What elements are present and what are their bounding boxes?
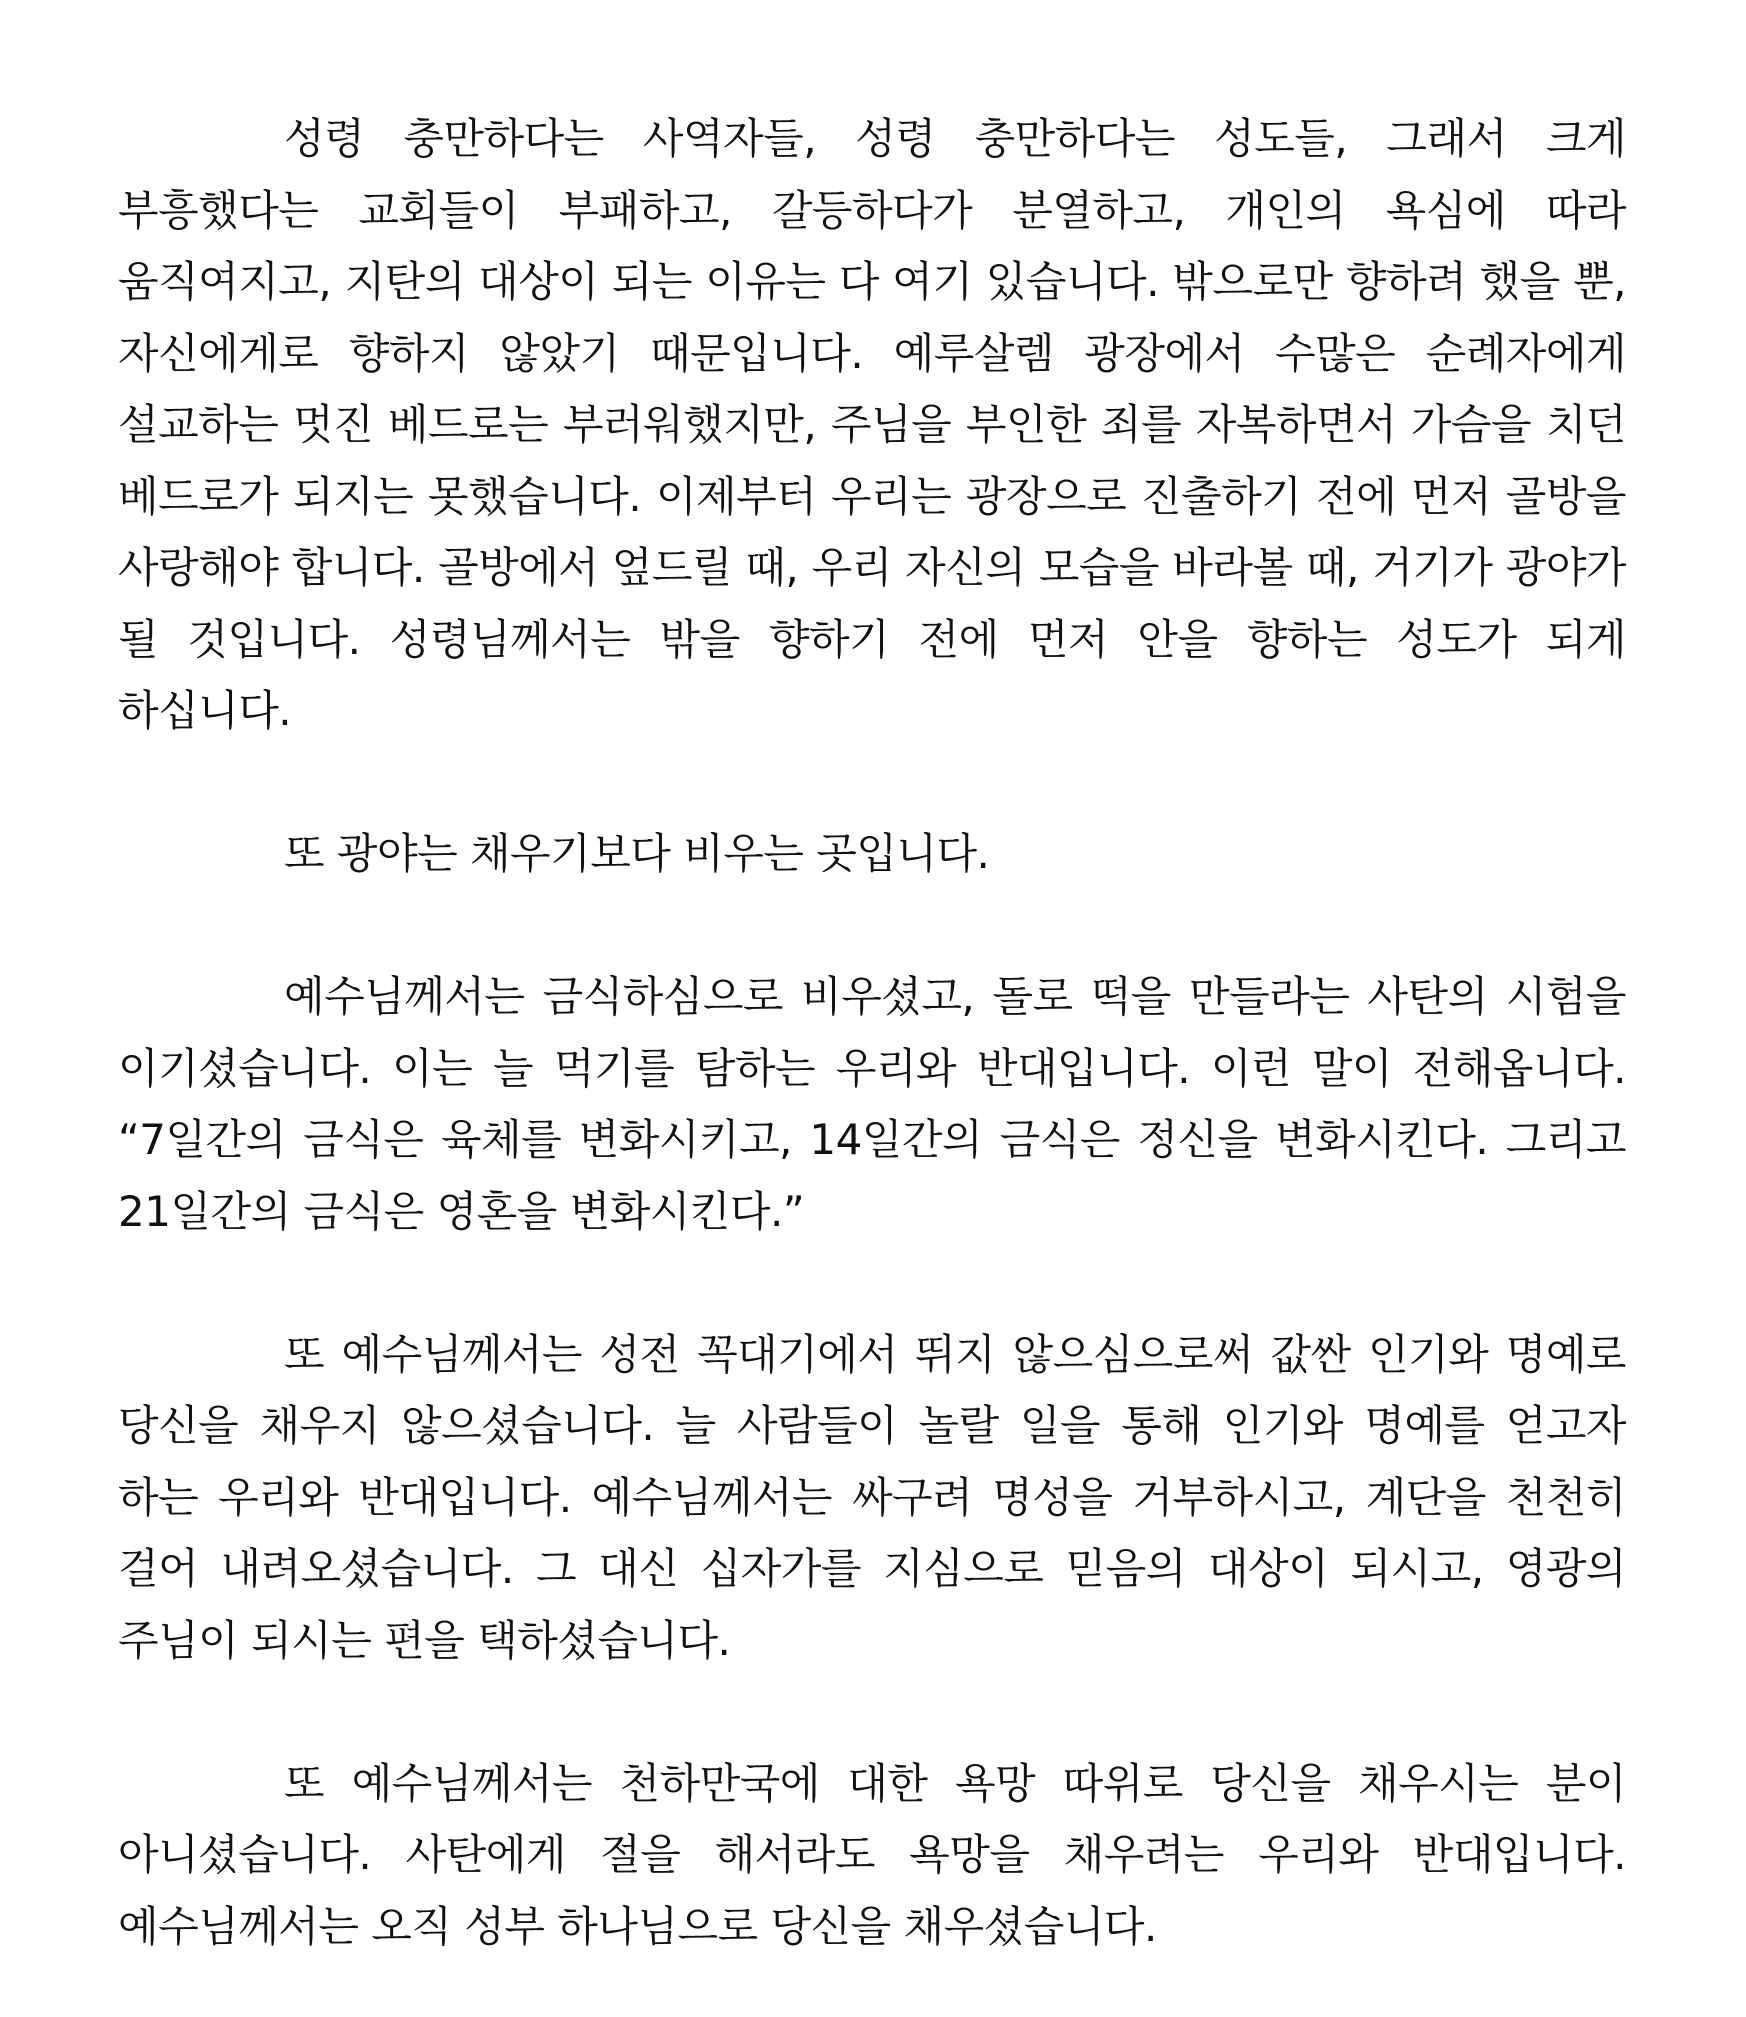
paragraph-spacer <box>118 890 1626 962</box>
paragraph-3: 예수님께서는 금식하심으로 비우셨고, 돌로 떡을 만들라는 사탄의 시험을 이기셨습니다. 이는 늘 먹기를 탐하는 우리와 반대입니다. 이런 말이 전해옵니다. “7일간의 금식은 육체를 변화시키고, 14일간의 금식은 정신을 변화시킨다. 그리고 21일간의 금식은 영혼을 변화시킨다.” <box>118 972 1626 1236</box>
paragraph-spacer <box>118 1247 1626 1319</box>
paragraph-4: 또 예수님께서는 성전 꼭대기에서 뛰지 않으심으로써 값싼 인기와 명예로 당신을 채우지 않으셨습니다. 늘 사람들이 놀랄 일을 통해 인기와 명예를 얻고자 하는 우리와 반대입니다. 예수님께서는 싸구려 명성을 거부하시고, 계단을 천천히 걸어 내려오셨습니다. 그 대신 십자가를 지심으로 믿음의 대상이 되시고, 영광의 주님이 되시는 편을 택하셨습니다. <box>118 1329 1626 1665</box>
paragraph-1: 성령 충만하다는 사역자들, 성령 충만하다는 성도들, 그래서 크게 부흥했다는 교회들이 부패하고, 갈등하다가 분열하고, 개인의 욕심에 따라 움직여지고, 지탄의 대상이 되는 이유는 다 여기 있습니다. 밖으로만 향하려 했을 뿐, 자신에게로 향하지 않았기 때문입니다. 예루살렘 광장에서 수많은 순례자에게 설교하는 멋진 베드로는 부러워했지만, 주님을 부인한 죄를 자복하면서 가슴을 치던 베드로가 되지는 못했습니다. 이제부터 우리는 광장으로 진출하기 전에 먼저 골방을 사랑해야 합니다. 골방에서 엎드릴 때, 우리 자신의 모습을 바라볼 때, 거기가 광야가 될 것입니다. 성령님께서는 밖을 향하기 전에 먼저 안을 향하는 성도가 되게 하십니다. <box>118 114 1626 735</box>
paragraph-spacer <box>118 747 1626 819</box>
paragraph-spacer <box>118 1676 1626 1748</box>
paragraph-2: 또 광야는 채우기보다 비우는 곳입니다. <box>284 829 990 878</box>
document-body <box>118 103 1626 1962</box>
paragraph-5: 또 예수님께서는 천하만국에 대한 욕망 따위로 당신을 채우시는 분이 아니셨습니다. 사탄에게 절을 해서라도 욕망을 채우려는 우리와 반대입니다. 예수님께서는 오직 성부 하나님으로 당신을 채우셨습니다. <box>118 1758 1626 1951</box>
